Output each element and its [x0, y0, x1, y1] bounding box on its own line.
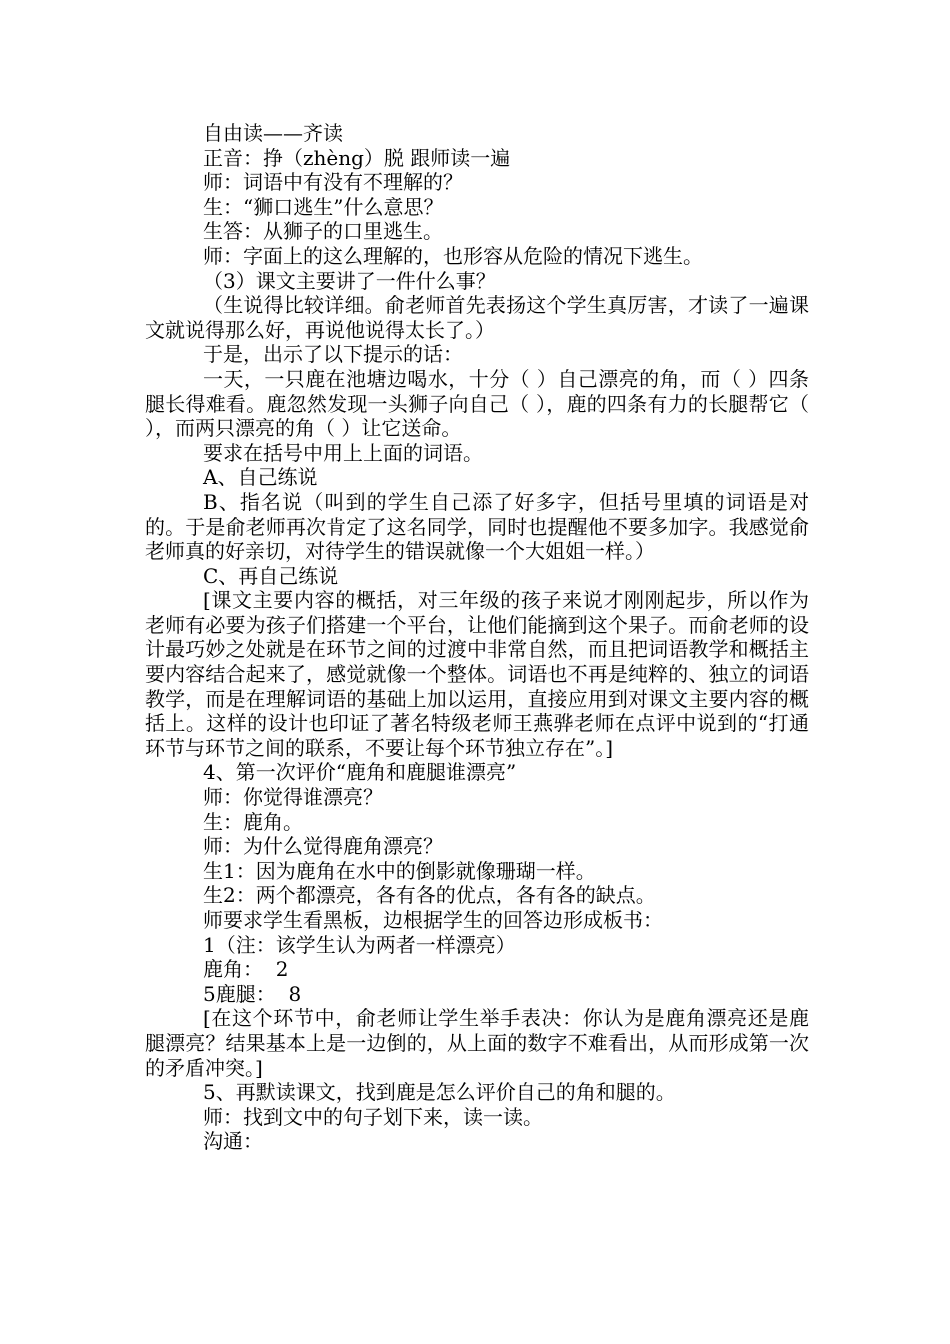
- text-line: 生1：因为鹿角在水中的倒影就像珊瑚一样。: [203, 858, 596, 883]
- text-line: 鹿角： 2: [203, 957, 289, 982]
- text-line: 师：你觉得谁漂亮？: [203, 785, 383, 810]
- text-line: 要求在括号中用上上面的词语。: [203, 440, 483, 465]
- text-line: 师：词语中有没有不理解的？: [203, 170, 463, 195]
- text-line: 生：“狮口逃生”什么意思？: [203, 194, 444, 219]
- text-line: 师要求学生看黑板，边根据学生的回答边形成板书：: [203, 908, 663, 932]
- text-line: 生：鹿角。: [203, 809, 303, 834]
- text-line: 1（注：该学生认为两者一样漂亮）: [203, 932, 516, 957]
- text-line: 于是，出示了以下提示的话：: [203, 342, 463, 367]
- text-line: 5鹿腿： 8: [203, 981, 302, 1006]
- text-line: 正音：挣（zhèng）脱 跟师读一遍: [203, 145, 511, 170]
- text-line: 生2：两个都漂亮，各有各的优点，各有各的缺点。: [203, 883, 656, 908]
- paragraph-cloze: 一天，一只鹿在池塘边喝水，十分（ ）自己漂亮的角，而（ ）四条腿长得难看。鹿忽然发现一头狮子向自己（ ），鹿的四条有力的长腿帮它（ ），而两只漂亮的角（ ）让它送命。: [145, 366, 809, 441]
- text-line: 生答：从狮子的口里逃生。: [203, 219, 443, 244]
- text-line: 自由读——齐读: [203, 121, 343, 145]
- text-line: 师：为什么觉得鹿角漂亮？: [203, 834, 443, 859]
- text-line: 沟通：: [203, 1129, 263, 1154]
- paragraph: B、指名说（叫到的学生自己添了好多字，但括号里填的词语是对的。于是俞老师再次肯定了这名同学，同时也提醒他不要多加字。我感觉俞老师真的好亲切，对待学生的错误就像一个大姐姐一样。）: [145, 489, 809, 564]
- text-line: （3）课文主要讲了一件什么事？: [203, 268, 496, 293]
- text-line: 师：字面上的这么理解的，也形容从危险的情况下逃生。: [203, 243, 703, 268]
- text-line: 师：找到文中的句子划下来，读一读。: [203, 1104, 543, 1129]
- paragraph: （生说得比较详细。俞老师首先表扬这个学生真厉害，才读了一遍课文就说得那么好，再说他说得太长了。）: [145, 293, 809, 342]
- text-line: A、自己练说: [203, 465, 318, 490]
- section-heading: 4、第一次评价“鹿角和鹿腿谁漂亮”: [203, 760, 517, 785]
- text-line: C、再自己练说: [203, 563, 339, 588]
- commentary-paragraph: [课文主要内容的概括，对三年级的孩子来说才刚刚起步，所以作为老师有必要为孩子们搭建一个平台，让他们能摘到这个果子。而俞老师的设计最巧妙之处就是在环节之间的过渡中非常自然，而且把词语教学和概括主要内容结合起来了，感觉就像一个整体。词语也不再是纯粹的、独立的词语教学，而是在理解词语的基础上加以运用，直接应用到对课文主要内容的概括上。这样的设计也印证了著名特级老师王燕骅老师在点评中说到的“打通环节与环节之间的联系，不要让每个环节独立存在”。]: [145, 588, 809, 760]
- commentary-paragraph: [在这个环节中，俞老师让学生举手表决：你认为是鹿角漂亮还是鹿腿漂亮？结果基本上是一边倒的，从上面的数字不难看出，从而形成第一次的矛盾冲突。]: [145, 1006, 809, 1080]
- section-heading: 5、再默读课文，找到鹿是怎么评价自己的角和腿的。: [203, 1080, 676, 1105]
- document-body: [145, 121, 809, 1154]
